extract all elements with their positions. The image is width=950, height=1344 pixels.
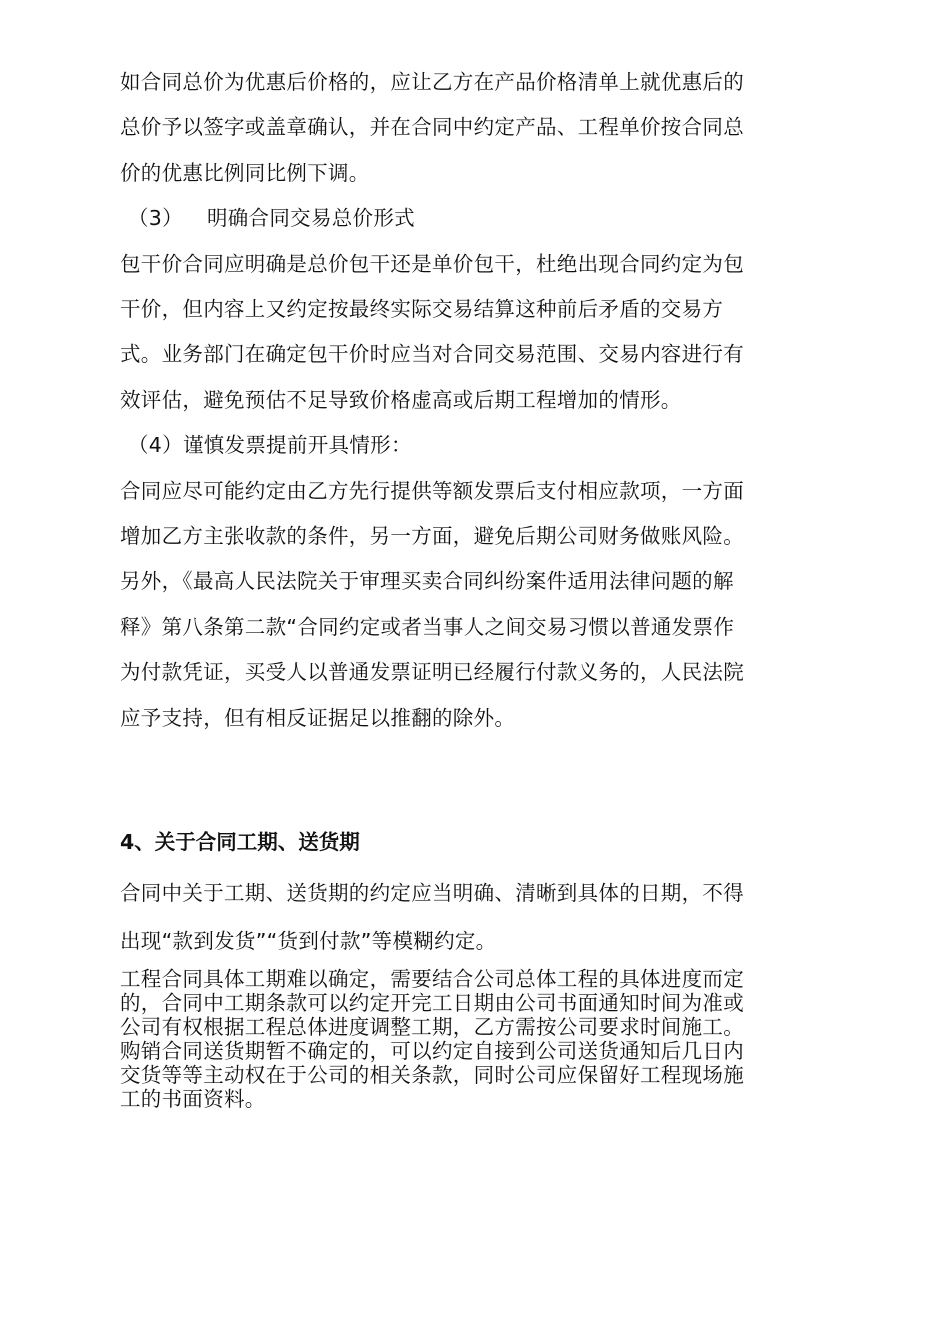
paragraph-schedule-intro bbox=[120, 869, 842, 965]
text-line: 为付款凭证，买受人以普通发票证明已经履行付款义务的，人民法院 bbox=[120, 660, 744, 685]
text-line: 式。业务部门在确定包干价时应当对合同交易范围、交易内容进行有 bbox=[120, 342, 744, 367]
text-line: 公司有权根据工程总体进度调整工期，乙方需按公司要求时间施工。 bbox=[120, 1015, 744, 1040]
text-line: 另外，《最高人民法院关于审理买卖合同纠纷案件适用法律问题的解 bbox=[120, 569, 734, 594]
text-line: 总价予以签字或盖章确认，并在合同中约定产品、工程单价按合同总 bbox=[120, 115, 744, 140]
text-line: 合同中关于工期、送货期的约定应当明确、清晰到具体的日期，不得 bbox=[120, 881, 744, 906]
paragraph-lump-sum bbox=[120, 242, 842, 424]
text-line: 的，合同中工期条款可以约定开完工日期由公司书面通知时间为准或 bbox=[120, 991, 744, 1016]
text-line: 交货等等主动权在于公司的相关条款，同时公司应保留好工程现场施 bbox=[120, 1063, 744, 1088]
section-4-heading: 4、关于合同工期、送货期 bbox=[120, 830, 360, 855]
paragraph-invoice bbox=[120, 469, 842, 741]
item-4-heading: （4）谨慎发票提前开具情形： bbox=[128, 433, 412, 458]
paragraph-schedule-body bbox=[120, 967, 842, 1111]
text-line: 价的优惠比例同比例下调。 bbox=[120, 160, 370, 185]
text-line: 合同应尽可能约定由乙方先行提供等额发票后支付相应款项，一方面 bbox=[120, 478, 744, 503]
text-line: 如合同总价为优惠后价格的，应让乙方在产品价格清单上就优惠后的 bbox=[120, 70, 744, 94]
text-line: 干价，但内容上又约定按最终实际交易结算这种前后矛盾的交易方 bbox=[120, 297, 724, 322]
text-line: 释》第八条第二款“合同约定或者当事人之间交易习惯以普通发票作 bbox=[120, 614, 735, 639]
document-page bbox=[120, 60, 842, 1111]
paragraph-discount-price bbox=[120, 60, 842, 196]
item-3-heading bbox=[120, 196, 842, 241]
item-3-label: （3） bbox=[128, 206, 183, 231]
text-line: 出现“款到发货”“货到付款”等模糊约定。 bbox=[120, 929, 497, 954]
text-line: 工的书面资料。 bbox=[120, 1087, 266, 1112]
text-line: 包干价合同应明确是总价包干还是单价包干，杜绝出现合同约定为包 bbox=[120, 251, 744, 276]
item-3-title: 明确合同交易总价形式 bbox=[206, 206, 415, 231]
text-line: 购销合同送货期暂不确定的，可以约定自接到公司送货通知后几日内 bbox=[120, 1039, 744, 1064]
text-line: 效评估，避免预估不足导致价格虚高或后期工程增加的情形。 bbox=[120, 387, 682, 412]
text-line: 应予支持，但有相反证据足以推翻的除外。 bbox=[120, 705, 516, 730]
section-spacer bbox=[120, 741, 842, 805]
text-line: 增加乙方主张收款的条件，另一方面，避免后期公司财务做账风险。 bbox=[120, 524, 744, 549]
text-line: 工程合同具体工期难以确定，需要结合公司总体工程的具体进度而定 bbox=[120, 967, 744, 992]
